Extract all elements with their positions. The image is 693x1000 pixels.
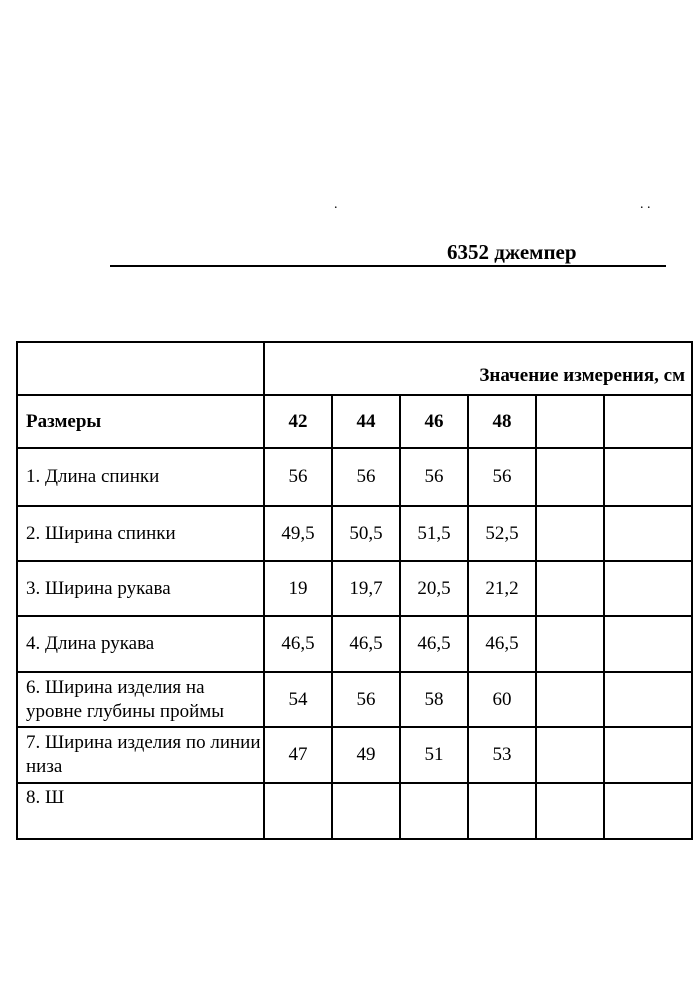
value-cell: 56: [400, 448, 468, 506]
value-cell: 46,5: [400, 616, 468, 672]
row-label: 7. Ширина изделия по линии низа: [17, 727, 264, 783]
stray-mark: .: [334, 197, 338, 212]
table-row: [17, 448, 692, 506]
size-cell: [604, 395, 692, 448]
value-cell: 51,5: [400, 506, 468, 561]
row-label: 6. Ширина изделия на уровне глубины проймы: [17, 672, 264, 727]
size-cell: [536, 395, 604, 448]
value-cell: [536, 783, 604, 839]
value-cell: 58: [400, 672, 468, 727]
header-empty-cell: [17, 342, 264, 395]
value-cell: [536, 672, 604, 727]
value-cell: 60: [468, 672, 536, 727]
value-cell: 56: [264, 448, 332, 506]
value-cell: 53: [468, 727, 536, 783]
stray-mark: . .: [640, 197, 651, 212]
value-cell: [264, 783, 332, 839]
row-label: 2. Ширина спинки: [17, 506, 264, 561]
value-cell: [400, 783, 468, 839]
row-label: 4. Длина рукава: [17, 616, 264, 672]
value-cell: [536, 727, 604, 783]
sizes-row: [17, 395, 692, 448]
value-cell: 21,2: [468, 561, 536, 616]
value-cell: [332, 783, 400, 839]
size-cell: 48: [468, 395, 536, 448]
value-cell: [468, 783, 536, 839]
value-cell: [604, 783, 692, 839]
table-row: [17, 561, 692, 616]
value-cell: 49: [332, 727, 400, 783]
value-cell: 19,7: [332, 561, 400, 616]
size-cell: 46: [400, 395, 468, 448]
size-cell: 42: [264, 395, 332, 448]
size-table: [16, 341, 693, 840]
value-cell: [604, 727, 692, 783]
row-label: 1. Длина спинки: [17, 448, 264, 506]
value-cell: 20,5: [400, 561, 468, 616]
value-cell: [604, 672, 692, 727]
value-cell: 46,5: [264, 616, 332, 672]
value-cell: [604, 561, 692, 616]
table-row: [17, 506, 692, 561]
table-header-row: [17, 342, 692, 395]
table-row: [17, 672, 692, 727]
value-cell: 46,5: [468, 616, 536, 672]
value-cell: [536, 616, 604, 672]
sizes-label: Размеры: [17, 395, 264, 448]
value-cell: [536, 506, 604, 561]
row-label: 3. Ширина рукава: [17, 561, 264, 616]
value-cell: 46,5: [332, 616, 400, 672]
value-cell: [604, 506, 692, 561]
value-cell: 19: [264, 561, 332, 616]
value-cell: [604, 448, 692, 506]
title-underline: [110, 265, 666, 267]
document-title: 6352 джемпер: [447, 240, 577, 264]
value-cell: 49,5: [264, 506, 332, 561]
table-row: [17, 783, 692, 839]
value-cell: 47: [264, 727, 332, 783]
row-label: 8. Ш: [17, 783, 264, 839]
value-cell: 56: [332, 448, 400, 506]
table-row: [17, 616, 692, 672]
measurement-header: Значение измерения, см: [264, 342, 692, 395]
value-cell: [536, 561, 604, 616]
value-cell: [536, 448, 604, 506]
size-cell: 44: [332, 395, 400, 448]
value-cell: 51: [400, 727, 468, 783]
value-cell: 56: [332, 672, 400, 727]
value-cell: 56: [468, 448, 536, 506]
value-cell: 54: [264, 672, 332, 727]
size-table-container: [16, 341, 686, 808]
value-cell: 50,5: [332, 506, 400, 561]
value-cell: 52,5: [468, 506, 536, 561]
value-cell: [604, 616, 692, 672]
table-row: [17, 727, 692, 783]
